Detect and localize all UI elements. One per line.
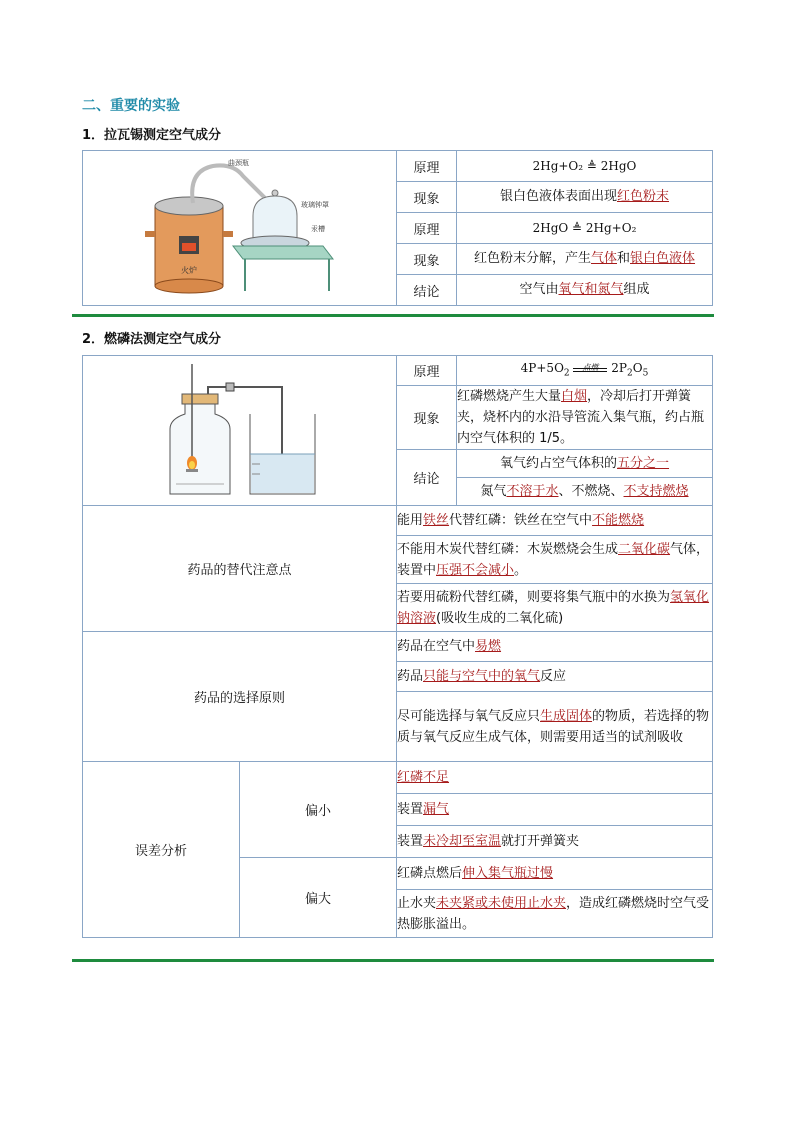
exp2-label-conclusion: 结论 (397, 450, 457, 506)
lavoisier-apparatus (83, 151, 397, 306)
exp2-conclusion-1: 氧气约占空气体积的五分之一 (457, 450, 713, 478)
exp1-formula-1: 2Hg+O₂ ≜ 2HgO (457, 151, 713, 182)
exp2-label-phenomenon: 现象 (397, 386, 457, 450)
selection-item-3: 尽可能选择与氧气反应只生成固体的物质，若选择的物质与氧气反应生成气体，则需要用适当的试剂吸收 (397, 692, 713, 762)
furnace-label: 火炉 (181, 266, 197, 275)
exp1-label-phenomenon-1: 现象 (397, 182, 457, 213)
phosphorus-apparatus (83, 356, 397, 506)
exp2-table (82, 355, 713, 938)
exp2-conclusion-2: 氮气不溶于水、不燃烧、不支持燃烧 (457, 478, 713, 506)
exp1-label-principle-1: 原理 (397, 151, 457, 182)
exp1-label-principle-2: 原理 (397, 213, 457, 244)
retort-label: 曲颈瓶 (228, 159, 249, 167)
exp2-formula: $4P+5O_2$ 点燃 $2P_2O_5$ (457, 356, 713, 386)
exp1-table (82, 150, 713, 306)
error-small-label: 偏小 (240, 762, 397, 858)
divider-1 (72, 314, 714, 317)
bell-label: 玻璃钟罩 (301, 201, 329, 209)
trough-label: 汞槽 (311, 225, 325, 233)
error-small-item-2: 装置漏气 (397, 794, 713, 826)
substitute-label: 药品的替代注意点 (83, 506, 397, 632)
selection-label: 药品的选择原则 (83, 632, 397, 762)
exp1-phenomenon-1: 银白色液体表面出现红色粉末 (457, 182, 713, 213)
exp2-phenomenon: 红磷燃烧产生大量白烟，冷却后打开弹簧夹，烧杯内的水沿导管流入集气瓶，约占瓶内空气体积的 1/5。 (457, 386, 713, 450)
exp1-conclusion: 空气由氧气和氮气组成 (457, 275, 713, 306)
exp1-title: 1．拉瓦锡测定空气成分 (82, 128, 222, 143)
section-title: 二、重要的实验 (82, 98, 180, 114)
exp1-label-conclusion: 结论 (397, 275, 457, 306)
lavoisier-apparatus-image (83, 151, 397, 301)
error-large-item-2: 止水夹未夹紧或未使用止水夹，造成红磷燃烧时空气受热膨胀溢出。 (397, 890, 713, 938)
divider-2 (72, 959, 714, 962)
error-small-item-3: 装置未冷却至室温就打开弹簧夹 (397, 826, 713, 858)
error-large-label: 偏大 (240, 858, 397, 938)
substitute-item-3: 若要用硫粉代替红磷，则要将集气瓶中的水换为氢氧化钠溶液(吸收生成的二氧化硫) (397, 584, 713, 632)
exp1-phenomenon-2: 红色粉末分解，产生气体和银白色液体 (457, 244, 713, 275)
substitute-item-2: 不能用木炭代替红磷：木炭燃烧会生成二氧化碳气体，装置中压强不会减小。 (397, 536, 713, 584)
phosphorus-apparatus-image (140, 359, 340, 499)
substitute-item-1: 能用铁丝代替红磷：铁丝在空气中不能燃烧 (397, 506, 713, 536)
error-label: 误差分析 (83, 762, 240, 938)
exp2-title: 2．燃磷法测定空气成分 (82, 332, 222, 347)
exp1-formula-2: 2HgO ≜ 2Hg+O₂ (457, 213, 713, 244)
error-small-item-1: 红磷不足 (397, 762, 713, 794)
selection-item-2: 药品只能与空气中的氧气反应 (397, 662, 713, 692)
exp1-label-phenomenon-2: 现象 (397, 244, 457, 275)
error-large-item-1: 红磷点燃后伸入集气瓶过慢 (397, 858, 713, 890)
selection-item-1: 药品在空气中易燃 (397, 632, 713, 662)
exp2-label-principle: 原理 (397, 356, 457, 386)
